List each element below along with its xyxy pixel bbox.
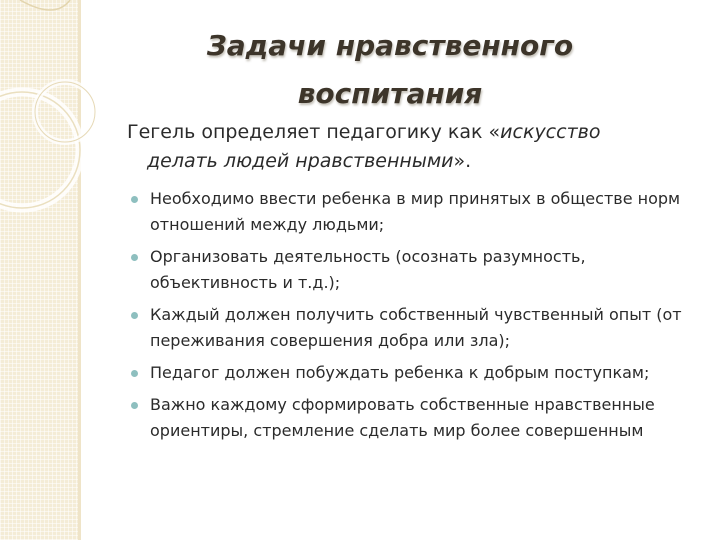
intro-quote-part-2: делать людей нравственными xyxy=(147,150,454,172)
bullet-icon xyxy=(131,402,138,409)
bullet-text: Педагог должен побуждать ребенка к добрым поступкам; xyxy=(150,363,650,382)
intro-quote-part-1: искусство xyxy=(500,121,601,143)
list-item xyxy=(128,186,693,238)
bullet-text: Каждый должен получить собственный чувственный опыт (от переживания совершения добра или зла); xyxy=(150,305,682,350)
list-item xyxy=(128,360,693,386)
bullet-text: Необходимо ввести ребенка в мир принятых в обществе норм отношений между людьми; xyxy=(150,189,681,234)
list-item xyxy=(128,392,693,444)
title-line-2: воспитания xyxy=(297,77,483,110)
title-line-1: Задачи нравственного xyxy=(206,29,574,62)
side-band-edge xyxy=(78,0,81,540)
bullet-icon xyxy=(131,196,138,203)
bullet-icon xyxy=(131,254,138,261)
bullet-text: Организовать деятельность (осознать разумность, объективность и т.д.); xyxy=(150,247,586,292)
slide-title xyxy=(150,22,630,118)
intro-line-2 xyxy=(127,147,687,176)
list-item xyxy=(128,244,693,296)
list-item xyxy=(128,302,693,354)
bullet-icon xyxy=(131,370,138,377)
decorative-side-band xyxy=(0,0,78,540)
bullet-text: Важно каждому сформировать собственные нравственные ориентиры, стремление сделать мир более совершенным xyxy=(150,395,655,440)
intro-end: ». xyxy=(453,150,472,172)
intro-text: Гегель определяет педагогику как « xyxy=(127,121,501,143)
bullet-icon xyxy=(131,312,138,319)
intro-paragraph xyxy=(127,118,687,176)
bullet-list xyxy=(128,186,693,450)
